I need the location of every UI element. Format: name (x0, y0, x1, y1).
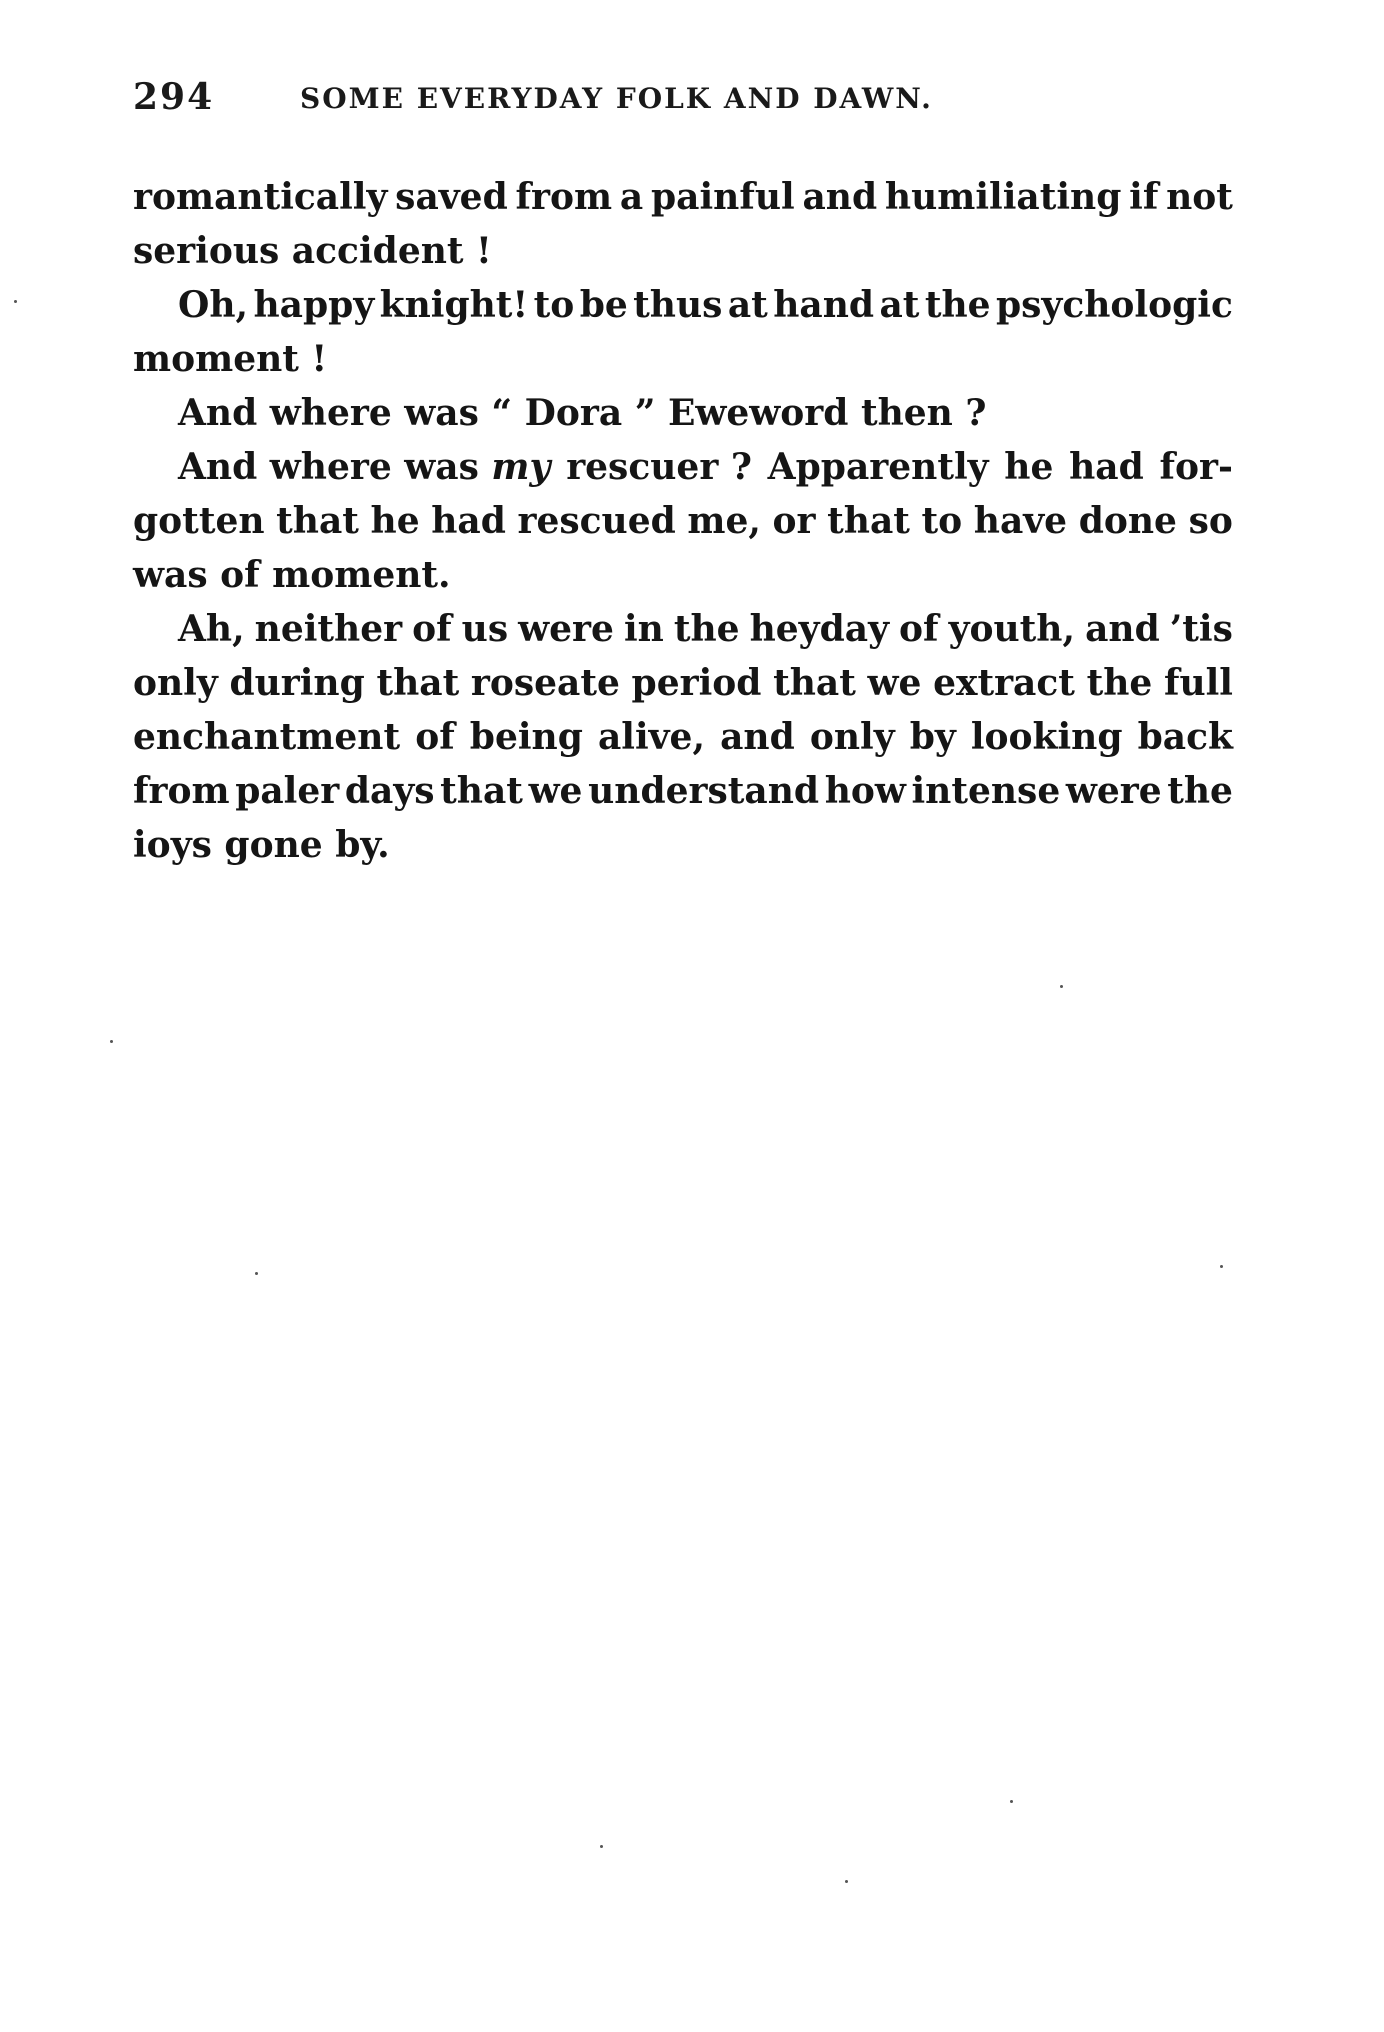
word: rescued (517, 500, 676, 542)
text-line (133, 278, 1233, 332)
paragraph (133, 386, 1233, 440)
word: saved (395, 176, 508, 218)
text-line: And where was “ Dora ” Eweword then ? (178, 392, 987, 434)
word: from (133, 770, 230, 812)
word: that (773, 662, 856, 704)
text-line (133, 170, 1233, 224)
word: of (899, 608, 939, 650)
word: to (533, 284, 575, 326)
word: hand (773, 284, 875, 326)
word: we (867, 662, 922, 704)
word: had (431, 500, 506, 542)
scan-speck (255, 1272, 258, 1275)
word: gotten (133, 500, 265, 542)
word-group: And where was my (178, 446, 551, 488)
word: youth, (948, 608, 1076, 650)
scan-speck (110, 1040, 113, 1043)
scan-speck (600, 1845, 603, 1848)
scan-speck (14, 300, 17, 303)
italic-word: my (491, 446, 551, 488)
word: the (673, 608, 740, 650)
word: being (469, 716, 583, 758)
word: roseate (470, 662, 620, 704)
paragraph (133, 440, 1233, 602)
word: the (1086, 662, 1153, 704)
word: from (515, 176, 613, 218)
text-line: moment ! (133, 338, 328, 380)
text-line (133, 764, 1233, 818)
word: extract (933, 662, 1075, 704)
word: by (909, 716, 956, 758)
text-line (133, 710, 1233, 764)
word: rescuer ? (566, 446, 752, 488)
text-line (133, 494, 1233, 548)
word: the (924, 284, 991, 326)
word: happy (253, 284, 375, 326)
word: that (376, 662, 460, 704)
word: the (1167, 770, 1233, 812)
word: he (370, 500, 420, 542)
word: during (229, 662, 365, 704)
word: done (1078, 500, 1177, 542)
text-line (133, 656, 1233, 710)
word: full (1163, 662, 1233, 704)
word: period (631, 662, 762, 704)
word: Apparently (767, 446, 989, 488)
word: not (1166, 176, 1233, 218)
word: if (1129, 176, 1159, 218)
text-line: was of moment. (133, 554, 451, 596)
word: thus (633, 284, 723, 326)
body-text (133, 170, 1233, 872)
word: understand (588, 770, 820, 812)
scan-speck (1220, 1265, 1223, 1268)
word: and (1085, 608, 1160, 650)
paragraph (133, 278, 1233, 386)
word: heyday (749, 608, 890, 650)
word: a (619, 176, 644, 218)
scan-speck (1010, 1800, 1013, 1803)
word: ’tis (1169, 608, 1233, 650)
word: have (973, 500, 1068, 542)
word: only (809, 716, 895, 758)
word: knight! (379, 284, 529, 326)
text-line (133, 602, 1233, 656)
word: days (344, 770, 435, 812)
word: paler (235, 770, 340, 812)
scan-speck (1060, 985, 1063, 988)
word: humiliating (884, 176, 1122, 218)
word: at (879, 284, 920, 326)
page-header (133, 76, 1243, 126)
word: and (720, 716, 795, 758)
word: were (518, 608, 614, 650)
word: that (440, 770, 523, 812)
word: how (824, 770, 906, 812)
word: so (1188, 500, 1233, 542)
word: painful (651, 176, 795, 218)
word: we (528, 770, 583, 812)
word: back (1137, 716, 1233, 758)
word: of (415, 716, 455, 758)
word: he (1004, 446, 1054, 488)
word: that (276, 500, 359, 542)
word: Ah, (178, 608, 245, 650)
word: to (921, 500, 963, 542)
scan-speck (845, 1880, 848, 1883)
text-line (133, 440, 1233, 494)
word: romantically (133, 176, 388, 218)
word: alive, (597, 716, 705, 758)
word: me, (687, 500, 761, 542)
word: enchantment (133, 716, 401, 758)
text-line: serious accident ! (133, 230, 492, 272)
word: for- (1159, 446, 1233, 488)
word: intense (911, 770, 1061, 812)
word: and (802, 176, 878, 218)
word: or (772, 500, 816, 542)
word: were (1065, 770, 1162, 812)
paragraph (133, 170, 1233, 278)
word: that (827, 500, 910, 542)
word: psychologic (995, 284, 1233, 326)
page-number: 294 (133, 76, 215, 118)
word: be (579, 284, 628, 326)
word: looking (970, 716, 1123, 758)
running-title: SOME EVERYDAY FOLK AND DAWN. (300, 82, 933, 115)
word: neither (254, 608, 403, 650)
word: had (1069, 446, 1144, 488)
word: of (412, 608, 452, 650)
word: only (133, 662, 218, 704)
paragraph (133, 602, 1233, 872)
word: Oh, (178, 284, 249, 326)
word: at (727, 284, 768, 326)
word: us (461, 608, 509, 650)
text-line: ioys gone by. (133, 824, 390, 866)
word: in (623, 608, 664, 650)
